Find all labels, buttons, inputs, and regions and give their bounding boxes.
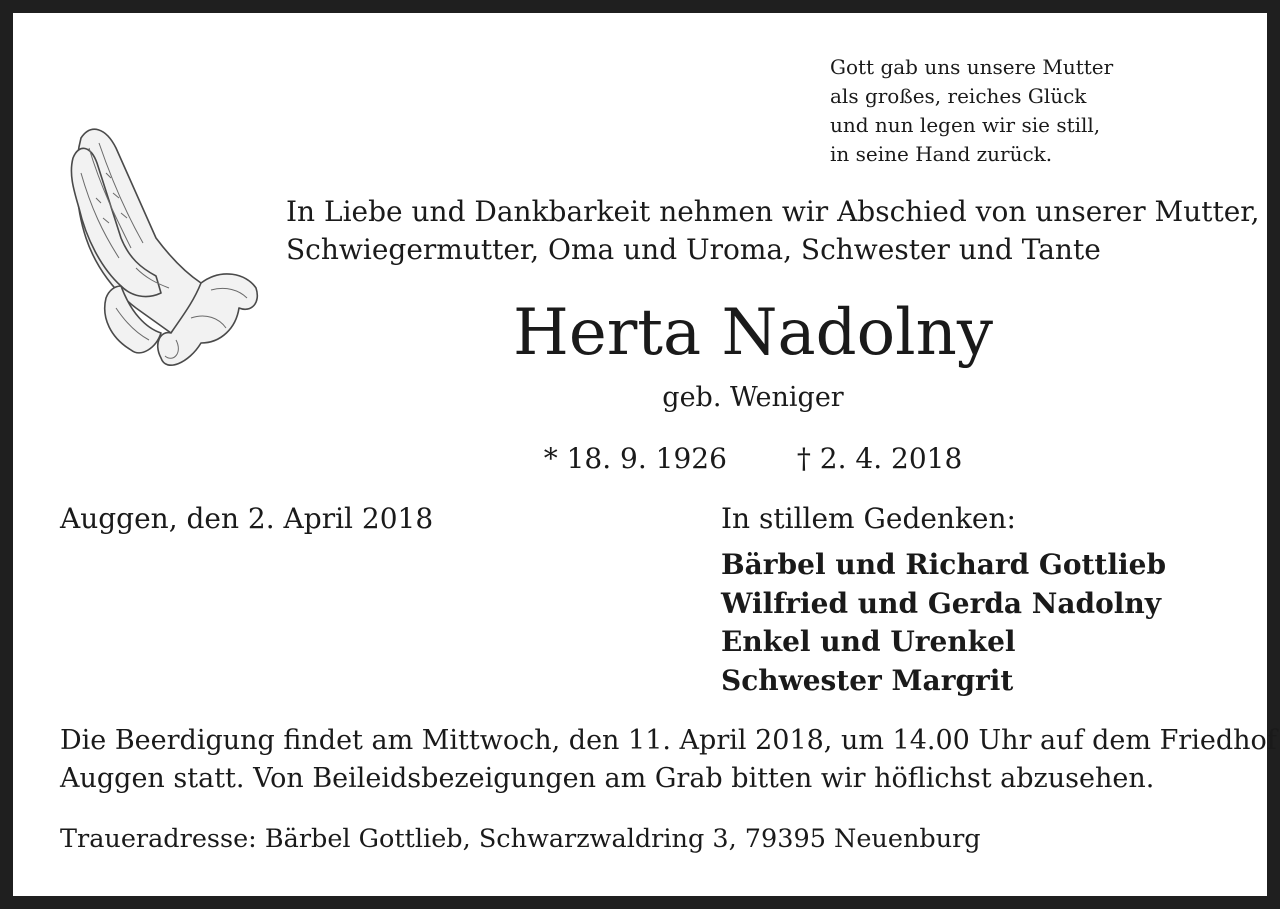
farewell-intro: [286, 193, 1260, 269]
poem-line: in seine Hand zurück.: [830, 142, 1053, 166]
poem-line: als großes, reiches Glück: [830, 84, 1087, 108]
life-dates: [313, 440, 1193, 478]
funeral-line: Auggen statt. Von Beileidsbezeigungen am Grab bitten wir höflichst abzusehen.: [60, 763, 1155, 794]
mourner: Schwester Margrit: [721, 663, 1014, 697]
birth-date: * 18. 9. 1926: [543, 442, 727, 475]
mourners-intro: In stillem Gedenken:: [721, 502, 1016, 535]
deceased-name: Herta Nadolny: [513, 296, 993, 370]
poem-line: Gott gab uns unsere Mutter: [830, 55, 1114, 79]
mourner: Bärbel und Richard Gottlieb: [721, 548, 1167, 581]
funeral-line: Die Beerdigung findet am Mittwoch, den 11. April 2018, um 14.00 Uhr auf dem Friedhof: [60, 725, 1277, 756]
birth-name: geb. Weniger: [662, 382, 844, 413]
praying-hands-icon: [61, 118, 261, 378]
intro-line: In Liebe und Dankbarkeit nehmen wir Abschied von unserer Mutter,: [286, 195, 1260, 228]
obituary-notice: [13, 13, 1277, 896]
mourner: Enkel und Urenkel: [721, 625, 1016, 658]
mourner: Wilfried und Gerda Nadolny: [721, 586, 1162, 620]
funeral-info: [60, 722, 1277, 798]
mourning-address: Traueradresse: Bärbel Gottlieb, Schwarzwaldring 3, 79395 Neuenburg: [60, 824, 981, 854]
poem-line: und nun legen wir sie still,: [830, 113, 1101, 137]
poem: [830, 53, 1230, 169]
death-date: † 2. 4. 2018: [796, 442, 963, 475]
place-and-date: Auggen, den 2. April 2018: [60, 502, 434, 535]
mourners-list: [721, 546, 1166, 700]
intro-line: Schwiegermutter, Oma und Uroma, Schwester und Tante: [286, 233, 1101, 266]
